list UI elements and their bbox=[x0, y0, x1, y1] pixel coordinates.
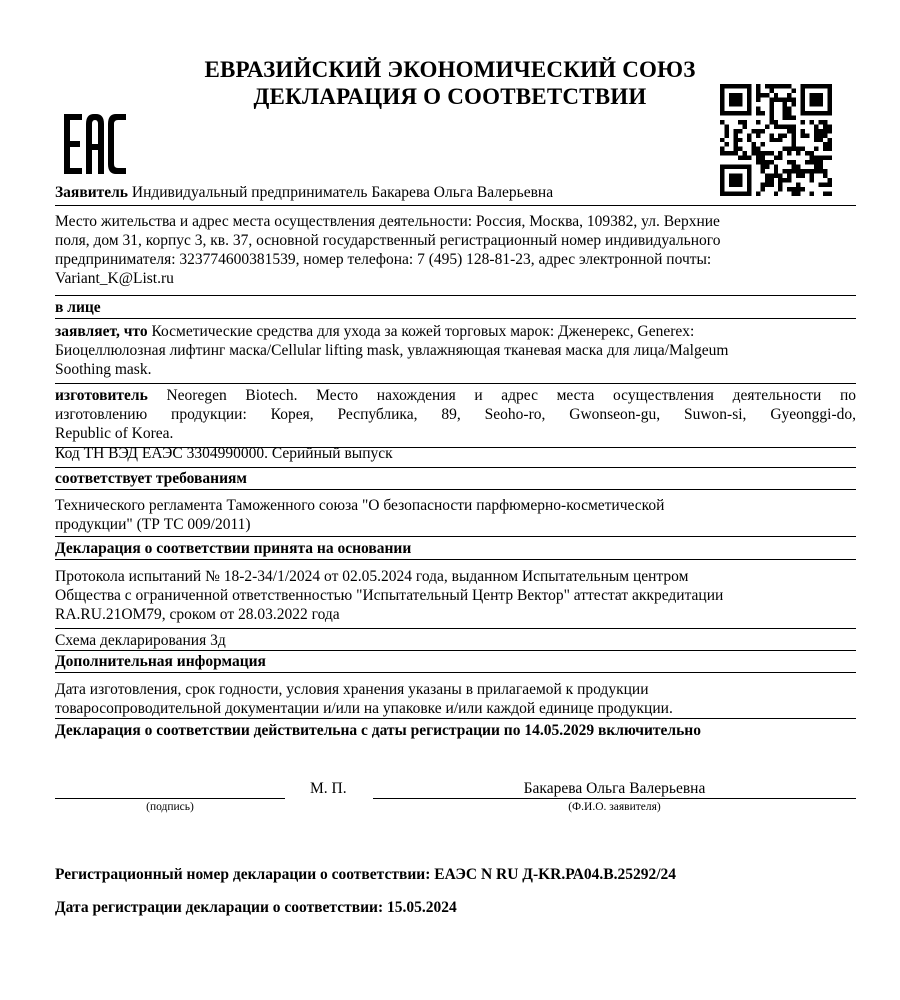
in-person-label: в лице bbox=[55, 299, 101, 316]
divider bbox=[55, 718, 856, 719]
header-declaration-title: ДЕКЛАРАЦИЯ О СООТВЕТСТВИИ bbox=[253, 84, 647, 109]
address-email: Variant_K@List.ru bbox=[55, 270, 174, 287]
basis-text: RA.RU.21OM79, сроком от 28.03.2022 года bbox=[55, 606, 340, 623]
seal-placeholder: М. П. bbox=[310, 780, 347, 797]
divider bbox=[55, 318, 856, 319]
qr-code bbox=[720, 84, 832, 196]
applicant-label: Заявитель bbox=[55, 184, 129, 201]
divider bbox=[55, 383, 856, 384]
address-line: Место жительства и адрес места осуществления деятельности: Россия, Москва, 109382, ул. Верхние bbox=[55, 213, 720, 230]
registration-date: Дата регистрации декларации о соответствии: 15.05.2024 bbox=[55, 899, 457, 916]
address-line: предпринимателя: 323774600381539, номер телефона: 7 (495) 128-81-23, адрес электронной почты: bbox=[55, 251, 712, 268]
divider bbox=[55, 628, 856, 629]
additional-text: товаросопроводительной документации и/или на упаковке и/или каждой единице продукции. bbox=[55, 700, 673, 717]
manufacturer-text: Neoregen Biotech. Место нахождения и адрес места осуществления деятельности по bbox=[166, 387, 856, 404]
divider bbox=[55, 672, 856, 673]
declares-text: Косметические средства для ухода за кожей торговых марок: Дженерекс, Generex: bbox=[151, 323, 695, 340]
scheme-line: Схема декларирования 3д bbox=[55, 632, 226, 649]
divider bbox=[55, 489, 856, 490]
signer-name-line bbox=[373, 798, 856, 799]
requirements-text: продукции" (ТР ТС 009/2011) bbox=[55, 516, 251, 533]
declares-block bbox=[55, 322, 856, 379]
divider bbox=[55, 205, 856, 206]
divider bbox=[55, 559, 856, 560]
basis-text: Протокола испытаний № 18-2-34/1/2024 от 02.05.2024 года, выданном Испытательным центром bbox=[55, 568, 689, 585]
additional-block bbox=[55, 680, 856, 718]
additional-heading: Дополнительная информация bbox=[55, 653, 266, 670]
additional-text: Дата изготовления, срок годности, условия хранения указаны в прилагаемой к продукции bbox=[55, 681, 649, 698]
applicant-value: Индивидуальный предприниматель Бакарева Ольга Валерьевна bbox=[131, 184, 554, 201]
declares-text: Soothing mask. bbox=[55, 361, 152, 378]
divider bbox=[55, 536, 856, 537]
divider bbox=[55, 467, 856, 468]
hs-code-line: Код ТН ВЭД ЕАЭС 3304990000. Серийный выпуск bbox=[55, 445, 393, 462]
manufacturer-text: изготовлению продукции: Корея, Республика, 89, Seoho-ro, Gwonseon-gu, Suwon-si, Gyeonggi-do, bbox=[55, 406, 856, 423]
basis-heading: Декларация о соответствии принята на основании bbox=[55, 540, 412, 557]
applicant-line bbox=[55, 183, 856, 202]
declares-text: Биоцеллюлозная лифтинг маска/Cellular lifting mask, увлажняющая тканевая маска для лица/Malgeum bbox=[55, 342, 729, 359]
address-block bbox=[55, 212, 856, 288]
manufacturer-label: изготовитель bbox=[55, 387, 148, 404]
basis-block bbox=[55, 567, 856, 624]
registration-number: Регистрационный номер декларации о соответствии: ЕАЭС N RU Д-KR.РА04.В.25292/24 bbox=[55, 866, 677, 883]
divider bbox=[55, 295, 856, 296]
declares-label: заявляет, что bbox=[55, 323, 148, 340]
basis-text: Общества с ограниченной ответственностью "Испытательный Центр Вектор" аттестат аккредитации bbox=[55, 587, 724, 604]
address-line: поля, дом 31, корпус 3, кв. 37, основной государственный регистрационный номер индивидуального bbox=[55, 232, 721, 249]
requirements-text: Технического регламента Таможенного союза "О безопасности парфюмерно-косметической bbox=[55, 497, 665, 514]
header-union-title: ЕВРАЗИЙСКИЙ ЭКОНОМИЧЕСКИЙ СОЮЗ bbox=[204, 57, 696, 82]
divider bbox=[55, 650, 856, 651]
eac-logo bbox=[60, 112, 130, 176]
requirements-block bbox=[55, 496, 856, 534]
signer-name: Бакарева Ольга Валерьевна bbox=[523, 780, 706, 797]
signer-name-caption: (Ф.И.О. заявителя) bbox=[568, 801, 661, 813]
divider bbox=[55, 447, 856, 448]
manufacturer-text: Republic of Korea. bbox=[55, 425, 174, 442]
requirements-heading: соответствует требованиям bbox=[55, 470, 247, 487]
signature-line bbox=[55, 798, 285, 799]
validity-line: Декларация о соответствии действительна с даты регистрации по 14.05.2029 включительно bbox=[55, 722, 701, 739]
signature-caption: (подпись) bbox=[146, 801, 194, 813]
manufacturer-block bbox=[55, 386, 856, 463]
